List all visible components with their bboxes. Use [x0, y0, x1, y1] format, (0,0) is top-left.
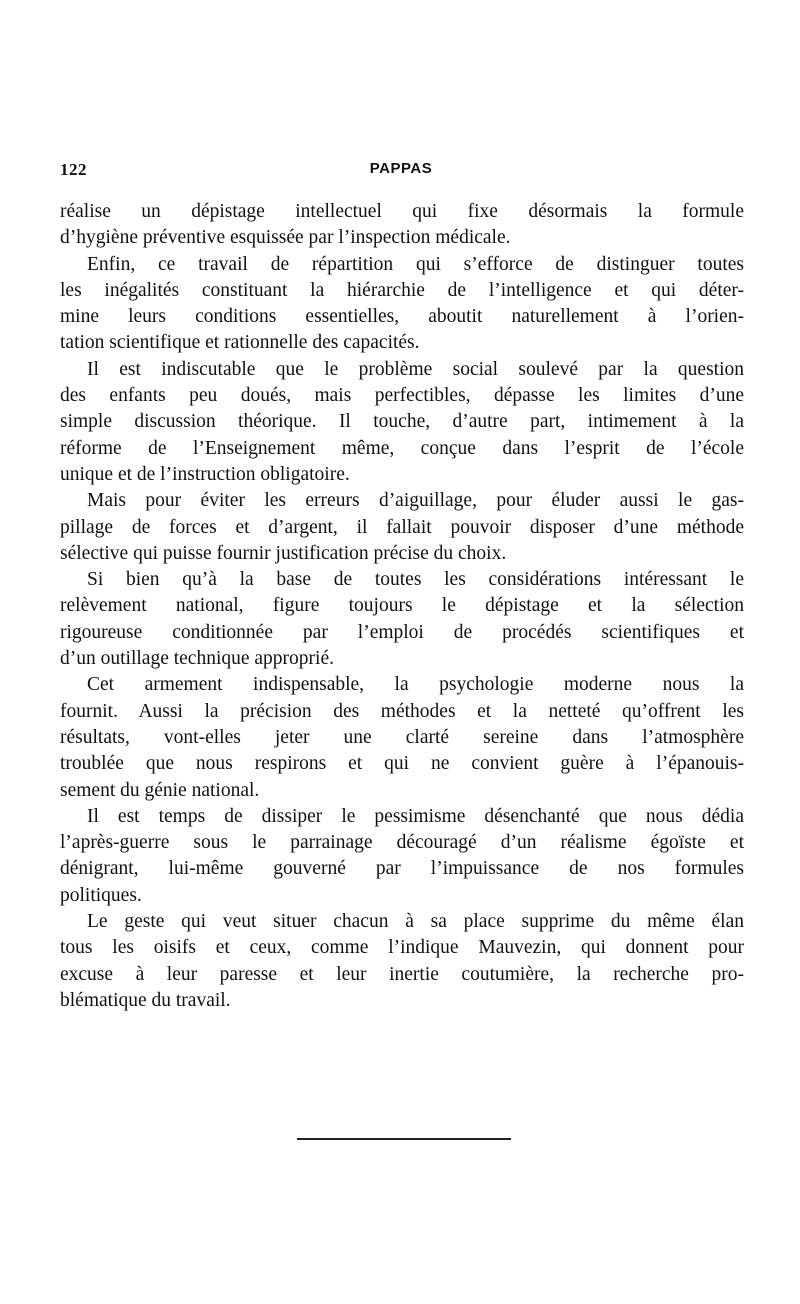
body-text [60, 199, 744, 1014]
text-line: Il est temps de dissiper le pessimisme désenchanté que nous dédia [87, 805, 744, 827]
text-line: sement du génie national. [60, 779, 260, 801]
text-line: résultats, vont-elles jeter une clarté sereine dans l’atmosphère [60, 726, 744, 748]
text-line: Si bien qu’à la base de toutes les considérations intéressant le [87, 569, 744, 591]
text-line: l’après-guerre sous le parrainage découragé d’un réalisme égoïste et [60, 832, 744, 854]
text-line: excuse à leur paresse et leur inertie coutumière, la recherche pro- [60, 963, 744, 985]
text-line: simple discussion théorique. Il touche, d’autre part, intimement à la [60, 411, 744, 433]
text-line: blématique du travail. [60, 989, 231, 1011]
end-rule [297, 1138, 511, 1140]
text-line: unique et de l’instruction obligatoire. [60, 463, 350, 485]
text-line: des enfants peu doués, mais perfectibles, dépasse les limites d’une [60, 385, 744, 407]
text-line: Le geste qui veut situer chacun à sa place supprime du même élan [87, 911, 744, 933]
running-head [60, 160, 742, 182]
text-line: politiques. [60, 884, 142, 906]
text-line: d’un outillage technique approprié. [60, 648, 334, 670]
text-line: réalise un dépistage intellectuel qui fixe désormais la formule [60, 201, 744, 222]
text-line: troublée que nous respirons et qui ne convient guère à l’épanouis- [60, 753, 744, 775]
text-line: sélective qui puisse fournir justification précise du choix. [60, 542, 507, 564]
text-line: tation scientifique et rationnelle des capacités. [60, 332, 420, 354]
text-line: tous les oisifs et ceux, comme l’indique Mauvezin, qui donnent pour [60, 937, 744, 959]
page-number: 122 [60, 160, 87, 179]
text-line: Il est indiscutable que le problème social soulevé par la question [87, 358, 744, 380]
text-line: pillage de forces et d’argent, il fallait pouvoir disposer d’une méthode [60, 516, 744, 538]
running-title: PAPPAS [369, 160, 433, 177]
text-line: les inégalités constituant la hiérarchie de l’intelligence et qui déter- [60, 279, 744, 301]
text-line: relèvement national, figure toujours le dépistage et la sélection [60, 595, 744, 617]
text-line: mine leurs conditions essentielles, aboutit naturellement à l’orien- [60, 306, 744, 328]
text-line: fournit. Aussi la précision des méthodes et la netteté qu’offrent les [60, 700, 744, 722]
text-line: Mais pour éviter les erreurs d’aiguillage, pour éluder aussi le gas- [87, 490, 744, 512]
text-line: Enfin, ce travail de répartition qui s’efforce de distinguer toutes [87, 253, 744, 275]
text-line: dénigrant, lui-même gouverné par l’impuissance de nos formules [60, 858, 744, 880]
text-line: d’hygiène préventive esquissée par l’inspection médicale. [60, 227, 511, 249]
text-line: Cet armement indispensable, la psychologie moderne nous la [87, 674, 744, 696]
text-line: rigoureuse conditionnée par l’emploi de procédés scientifiques et [60, 621, 744, 643]
text-line: réforme de l’Enseignement même, conçue dans l’esprit de l’école [60, 437, 744, 459]
